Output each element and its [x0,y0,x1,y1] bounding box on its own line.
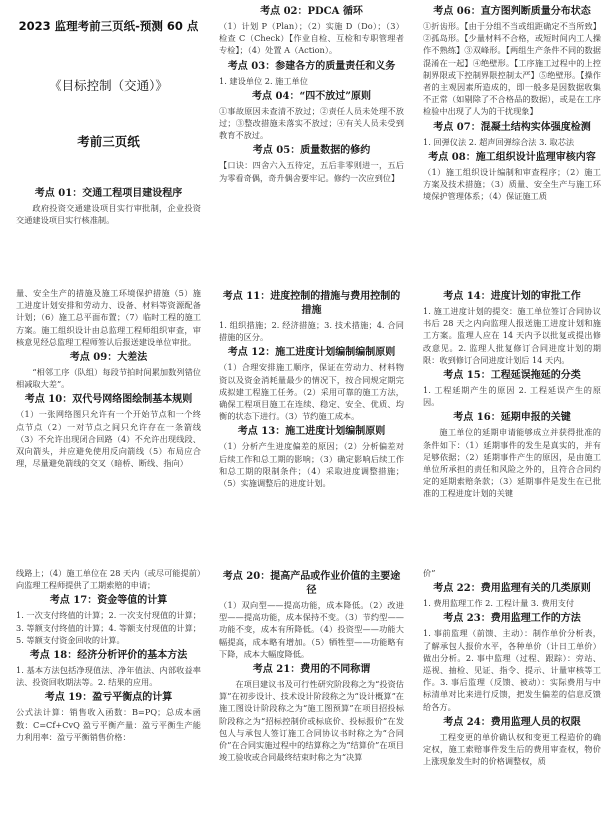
section-heading: 考点 18：经济分析评价的基本方法 [29,650,188,662]
section-heading: 考点 20：提高产品或作业价值的主要途径 [222,571,401,596]
column-2-part-3 [219,567,404,833]
paragraph: （1）计划 P（Plan）；（2）实施 D（Do）；（3）检查 C（Check）【作业自检、互检和专职管理者专检】；（4）处置 A（Action）。 [219,21,404,56]
section-heading: 考点 07：混凝土结构实体强度检测 [433,121,591,133]
paragraph: （1）分析产生进度偏差的原因；（2）分析偏差对后续工作和总工期的影响；（3）确定影响后续工作和总工期的限制条件；（4）采取进度调整措施；（5）实施调整后的进度计划。 [219,441,404,489]
paragraph: 1. 施工进度计划的提交：施工单位签订合同协议书后 28 天之内向监理人报送施工进度计划和施工方案。监理人应在 14 天内予以批复或提出修改意见。2. 监理人批复修订合同进度计划的期限：收到修订合同进度计划后 14 天内。 [423,306,601,365]
paragraph: 【口诀：四舍六入五待定，五后非零则进一，五后为零看奇偶，奇升偶舍要牢记。修约一次应到位】 [219,160,404,183]
section-heading: 考点 08：施工组织设计监理审核内容 [428,151,596,163]
column-2-part-1 [219,2,404,284]
section-heading: 考点 19：盈亏平衡点的计算 [44,692,173,704]
content-blocks [219,290,404,489]
content-blocks [423,567,601,767]
section-heading: 考点 13：施工进度计划编制原则 [237,426,386,438]
paragraph: 价” [423,568,436,578]
paragraph: 1. 一次支付终值的计算；2. 一次支付现值的计算；3. 等额支付终值的计算；4. 等额支付现值的计算；5. 等额支付资金回收的计算。 [16,610,201,645]
paragraph: 施工单位的延期申请能够成立并获得批准的条件如下：（1）延期事件的发生是真实的，并有足够依据；（2）延期事件产生的原因，是由施工单位所承担的责任和风险之外的，且符合合同约定的延期索赔条款；（3）延期事件是发生在已批准的工程进度计划的关键 [423,427,601,499]
section-heading: 考点 14：进度计划的审批工作 [443,291,581,302]
content-blocks [16,287,201,469]
column-3-part-1 [423,2,601,284]
section-heading: 考点 03：参建各方的质量责任和义务 [227,60,396,72]
paragraph: ①折齿形。【由于分组不当或组距确定不当所致】②孤岛形。【少量材料不合格，或短时间内工人操作不熟练】③双峰形。【两组生产条件不同的数据混淆在一起】④绝壁形。【工序施工过程中的上控制界限或下控制界限控制太严】⑤绝壁形。【操作者的主观因素所造成的，即一般多是因数据收集不正常（如剔除了不合格品的数据），或是在工序检验中出现了人为的干扰现象】 [423,21,601,117]
doc-title: 2023 监理考前三页纸-预测 60 点 [18,19,199,33]
section-heading: 考点 09：大差法 [69,352,148,364]
section-heading: 考点 01：交通工程项目建设程序 [34,188,183,199]
section-heading: 考点 21：费用的不同称谓 [252,664,371,676]
section-heading: 考点 16：延期申报的关键 [453,412,571,424]
paragraph: （1）双向型——提高功能，成本降低。（2）改进型——提高功能，成本保持不变。（3）节约型——功能不变，成本有所降低。（4）投资型——功能大幅提高，成本略有增加。（5）牺牲型——功能略有下降，成本大幅度降低。 [219,600,404,659]
spacer [16,150,201,184]
column-1-part-2 [16,287,201,552]
column-1-part-3 [16,567,201,833]
paragraph: （1）施工组织设计编制和审查程序；（2）施工方案及技术措施；（3）质量、安全生产与施工环境保护管理体系；（4）保证施工质 [423,166,601,202]
section-heading: 考点 24：费用监理人员的权限 [443,716,581,728]
content-blocks [16,567,201,743]
paragraph: 量、安全生产的措施及施工环境保护措施（5）施工进度计划安排和劳动力、设备、材料等资源配备计划；（6）施工总平面布置；（7）临时工程的施工方案。施工组织设计由总监理工程师组织审查，审核意见经总监理工程师签认后报送建设单位审批。 [16,288,201,347]
paragraph: 1. 组织措施；2. 经济措施；3. 技术措施；4. 合同措施的区分。 [219,320,404,343]
section-heading: 考点 04：“四不放过”原则 [252,90,371,102]
paragraph: 线路上；（4）施工单位在 28 天内（或尽可能提前）向监理工程师提供了工期索赔的申请； [16,568,201,591]
paragraph: （1）合理安排施工顺序，保证在劳动力、材料物资以及资金消耗量最少的情况下，按合同规定期完成拟建工程施工任务。（2）采用可靠的施工方法，确保工程项目施工在连续、稳定、安全、优质、均衡的状态下进行。（3）节约施工成本。 [219,362,404,422]
paragraph: 1. 费用监理工作 2. 工程计量 3. 费用支付 [423,598,575,609]
section-heading: 考点 10：双代号网络图绘制基本规则 [24,394,193,406]
section-heading: 考点 11：进度控制的措施与费用控制的措施 [222,291,401,316]
content-blocks [219,5,404,184]
section-heading: 考点 12：施工进度计划编制编制原则 [227,347,396,359]
doc-section-title: 考前三页纸 [77,134,140,149]
content-blocks [423,290,601,500]
paragraph: 工程变更的单价确认权和变更工程造价的确定权，施工索赔事件发生后的费用审查权，物价上涨现象发生时的价格调整权，质 [423,731,601,767]
column-1-part-1 [16,2,201,284]
column-3-part-2 [423,287,601,552]
section-heading: 考点 15：工程延误拖延的分类 [443,370,581,382]
column-3-part-3 [423,567,601,833]
paragraph: 公式法计算：销售收入函数：B=PQ；总成本函数：C=Cf+CvQ 盈亏平衡产量：盈亏平衡生产能力利用率：盈亏平衡销售价格： [16,707,201,742]
doc-subtitle: 《目标控制（交通）》 [49,78,168,93]
paragraph: （1）一张网络图只允许有一个开始节点和一个终点节点（2）一对节点之间只允许存在一条箭线（3）不允许出现闭合回路（4）不允许出现线段、双向箭头，并应避免使用反向箭线（5）布局应合理，尽量避免箭线的交叉（暗桥、断线、指向） [16,409,201,469]
section-heading: 考点 06：直方图判断质量分布状态 [433,6,591,17]
content-blocks [16,187,201,226]
paragraph: 1. 回弹仪法 2. 超声回弹综合法 3. 取芯法 [423,136,575,147]
section-heading: 考点 23：费用监理工作的方法 [443,613,581,625]
section-heading: 考点 02：PDCA 循环 [260,6,363,17]
paragraph: ①事故原因未查清不放过；②责任人员未处理不放过；③整改措施未落实不放过；④有关人员未受到教育不放过。 [219,105,404,141]
paragraph: 1. 事前监理（前馈、主动）：制作单价分析表，了解承包人报价水平，各种单价（计日工单价）做出分析。2. 事中监理（过程、跟踪）：旁站、巡视、抽检、见证、指令、提示、计量审核等工作。3. 事后监理（反馈、被动）：实际费用与中标清单对比来进行反馈，把发生偏差的信息反馈给各方。 [423,628,601,712]
content-blocks [423,5,601,202]
column-2-part-2 [219,287,404,552]
content-blocks [219,570,404,763]
paragraph: 1. 建设单位 2. 施工单位 [219,75,308,86]
section-heading: 考点 22：费用监理有关的几类原则 [433,583,591,595]
paragraph: “相邻工序（队组）每段节拍时间累加数列错位相减取大差”。 [16,367,201,390]
section-heading: 考点 05：质量数据的修约 [252,145,371,157]
section-heading: 考点 17：资金等值的计算 [49,595,168,607]
paragraph: 1. 基本方法包括净现值法、净年值法、内部收益率法、投资回收期法等。2. 结果的应用。 [16,665,201,688]
paragraph: 政府投资交通建设项目实行审批制，企业投资交通建设项目实行核准制。 [16,203,201,226]
paragraph: 在项目建议书及可行性研究阶段称之为“投资估算”在初步设计、技术设计阶段称之为“设计概算”在施工图设计阶段称之为“施工图预算”在项目招投标阶段称之为“招标控制价或标底价、投标报价”在发包人与承包人签订施工合同协议书时称之为“合同价”在合同实施过程中的结算称之为“结算价”在项目竣工验收或合同最终结束时称之为“决算 [219,679,404,763]
paragraph: 1. 工程延期产生的原因 2. 工程延误产生的原因。 [423,385,601,408]
